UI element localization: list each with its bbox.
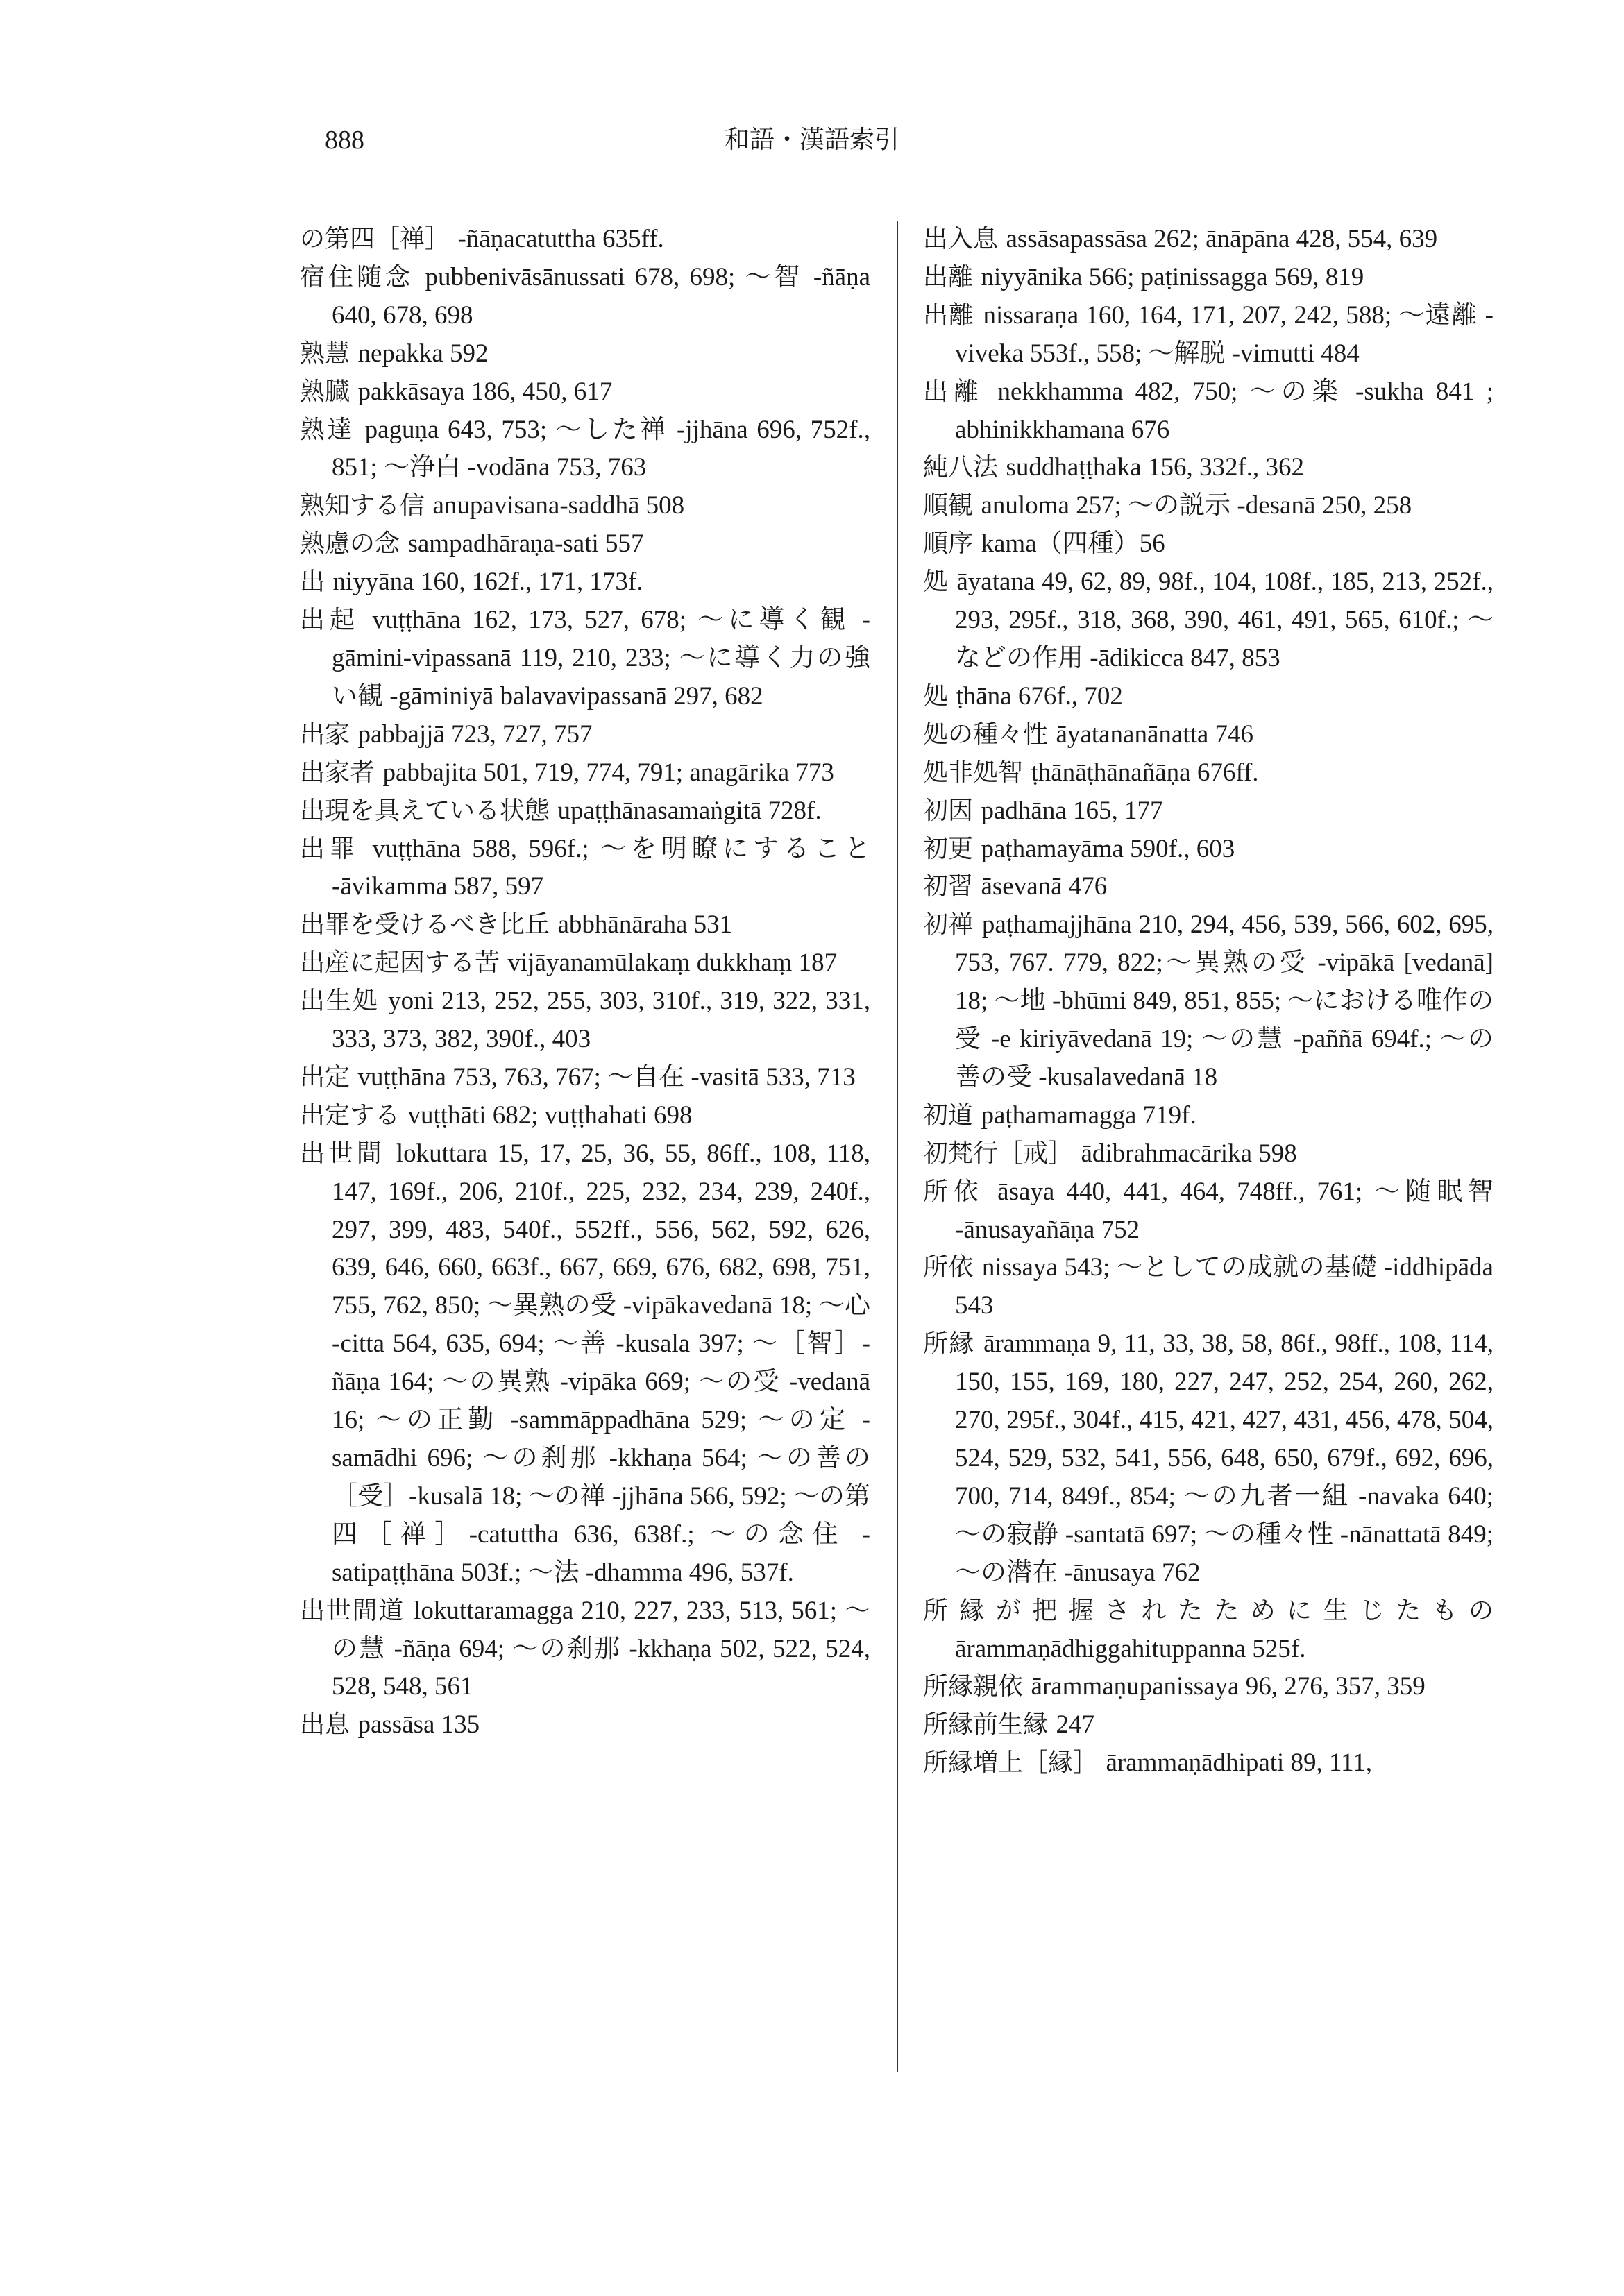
index-entry-references: nissaya 543; ～としての成就の基礎 -iddhipāda 543 [955,1253,1494,1320]
index-column-left [300,221,870,1744]
index-entry-term: 出定する [300,1100,400,1130]
index-entry [923,1173,1494,1250]
index-entry [923,1097,1494,1135]
index-entry-term: 順観 [923,491,974,520]
index-entry-term: 初梵行［戒］ [923,1139,1074,1168]
index-entry-term: 出罪 [300,834,360,863]
index-entry-references: nekkhamma 482, 750; ～の楽 -sukha 841 ; abhinikkhamana 676 [955,377,1494,444]
index-entry [300,983,870,1059]
index-entry [300,831,870,907]
index-entry-references: passāsa 135 [357,1710,480,1740]
index-entry [923,1592,1494,1669]
index-entry-term: の第四［禅］ [300,225,450,253]
index-entry-term: 熟慧 [300,339,350,368]
index-entry-term: 出息 [300,1710,350,1740]
index-entry-references: upaṭṭhānasamaṅgitā 728f. [557,796,822,825]
index-entry-term: 熟臓 [300,377,350,406]
index-entry-references: pabbajita 501, 719, 774, 791; anagārika 773 [382,758,834,787]
index-entry-term: 出生処 [300,987,379,1016]
index-entry-references: suddhaṭṭhaka 156, 332f., 362 [1006,453,1305,482]
index-entry [923,792,1494,831]
index-entry-references: vuṭṭhāna 588, 596f.; ～を明瞭にすること -āvikamma 587, 597 [332,834,870,901]
index-entry-term: 所依 [923,1177,984,1206]
index-entry [300,487,870,525]
index-entry-term: 熟慮の念 [300,529,400,559]
index-entry-references: vuṭṭhāna 162, 173, 527, 678; ～に導く観 -gāmini-vipassanā 119, 210, 233; ～に導く力の強い観 -gāminiyā balavavipassanā 297, 682 [332,606,870,711]
index-entry [923,259,1494,297]
index-entry-references: ārammaṇa 9, 11, 33, 38, 58, 86f., 98ff., 108, 114, 150, 155, 169, 180, 227, 247, 252, 254, 260, 262, 270, 295f., 304f., 415, 421, 427, 431, 456, 478, 504, 524, 529, 532, 541, 556, 648, 650, 679f., 692, 696, 700, 714, 849f., 854; ～の九者一組 -navaka 640; ～の寂静 -santatā 697; ～の種々性 -nānattatā 849; ～の潜在 -ānusaya 762 [955,1329,1494,1587]
index-entry [923,563,1494,678]
index-entry-references: āsaya 440, 441, 464, 748ff., 761; ～随眠智 -ānusayañāṇa 752 [955,1177,1494,1244]
index-entry [300,1135,870,1592]
index-entry [300,792,870,831]
index-entry-term: 所縁が把握されたために生じたもの [923,1596,1494,1625]
index-entry-references: pakkāsaya 186, 450, 617 [357,377,613,406]
index-entry-references: kama（四種）56 [981,529,1165,559]
index-entry-term: 所縁 [923,1329,975,1359]
index-entry [923,221,1494,259]
index-entry-references: paṭhamayāma 590f., 603 [981,834,1235,863]
index-entry-references: paṭhamamagga 719f. [981,1100,1196,1130]
index-entry-references: niyyānika 566; paṭinissagga 569, 819 [981,262,1364,291]
index-entry-references: ṭhānāṭhānañāṇa 676ff. [1031,758,1259,787]
index-entry-term: 所縁増上［縁］ [923,1749,1099,1778]
index-entry [923,868,1494,906]
index-entry-term: 処 [923,681,949,711]
index-entry-term: 所縁親依 [923,1672,1024,1701]
index-entry-references: anuloma 257; ～の説示 -desanā 250, 258 [981,491,1412,520]
index-entry [300,944,870,983]
index-entry-term: 出罪を受けるべき比丘 [300,910,550,939]
index-entry-term: 宿住随念 [300,262,414,291]
index-entry-term: 出入息 [923,225,999,253]
index-entry [300,1706,870,1744]
index-entry-term: 出 [300,568,325,597]
index-entry-references: nissaraṇa 160, 164, 171, 207, 242, 588; ～遠離 -viveka 553f., 558; ～解脱 -vimutti 484 [955,300,1494,368]
index-entry [923,1706,1494,1744]
index-entry [923,1325,1494,1592]
index-entry [300,906,870,944]
index-entry [923,754,1494,792]
index-entry [300,373,870,411]
index-entry-references: āsevanā 476 [981,872,1108,901]
index-entry-references: paguṇa 643, 753; ～した禅 -jjhāna 696, 752f., 851; ～浄白 -vodāna 753, 763 [332,415,870,482]
index-entry [923,1668,1494,1706]
index-entry-references: ārammaṇādhipati 89, 111, [1106,1749,1373,1778]
index-entry-term: 出起 [300,606,360,635]
index-entry [300,525,870,563]
index-entry [300,259,870,335]
index-entry-term: 初道 [923,1100,974,1130]
index-entry-references: lokuttaramagga 210, 227, 233, 513, 561; ～の慧 -ñāṇa 694; ～の刹那 -kkhaṇa 502, 522, 524, 528, 548, 561 [332,1596,870,1701]
index-entry [300,1097,870,1135]
index-entry-term: 所縁前生縁 [923,1710,1049,1740]
index-entry-references: vuṭṭhāti 682; vuṭṭhahati 698 [407,1100,693,1130]
index-entry-term: 出家 [300,720,350,749]
index-entry-term: 出産に起因する苦 [300,949,500,978]
index-entry-term: 熟達 [300,415,355,444]
index-entry [923,487,1494,525]
index-entry-references: vijāyanamūlakaṃ dukkhaṃ 187 [507,949,838,978]
index-entry [300,335,870,373]
index-entry-references: sampadhāraṇa-sati 557 [407,529,644,559]
index-entry-term: 出世間 [300,1139,385,1168]
index-entry-references: lokuttara 15, 17, 25, 36, 55, 86ff., 108, 118, 147, 169f., 206, 210f., 225, 232, 234, 239, 240f., 297, 399, 483, 540f., 552ff., 556, 562, 592, 626, 639, 646, 660, 663f., 667, 669, 676, 682, 698, 751, 755, 762, 850; ～異熟の受 -vipākavedanā 18; ～心 -citta 564, 635, 694; ～善 -kusala 397; ～［智］-ñāṇa 164; ～の異熟 -vipāka 669; ～の受 -vedanā 16; ～の正勤 -sammāppadhāna 529; ～の定 -samādhi 696; ～の刹那 -kkhaṇa 564; ～の善の［受］-kusalā 18; ～の禅 -jjhāna 566, 592; ～の第四［禅］-catuttha 636, 638f.; ～の念住 -satipaṭṭhāna 503f.; ～法 -dhamma 496, 537f. [332,1139,870,1587]
index-entry [300,1592,870,1707]
index-entry-references: āyatananānatta 746 [1056,720,1254,749]
index-entry-references: abbhānāraha 531 [557,910,733,939]
index-entry-term: 処の種々性 [923,720,1049,749]
index-entry-references: ārammaṇupanissaya 96, 276, 357, 359 [1031,1672,1426,1701]
index-entry-references: ṭhāna 676f., 702 [956,681,1123,711]
index-entry-references: 247 [1056,1710,1094,1740]
index-entry [923,1249,1494,1325]
index-entry-references: pabbajjā 723, 727, 757 [357,720,593,749]
index-entry-term: 出家者 [300,758,375,787]
index-entry [923,678,1494,716]
index-entry-references: niyyāna 160, 162f., 171, 173f. [332,568,643,597]
index-entry-term: 出離 [923,262,974,291]
index-entry-term: 出定 [300,1062,350,1091]
index-entry [923,906,1494,1097]
index-entry-term: 出現を具えている状態 [300,796,550,825]
index-entry-term: 所依 [923,1253,974,1282]
index-entry-references: assāsapassāsa 262; ānāpāna 428, 554, 639 [1006,225,1438,253]
index-entry-term: 初禅 [923,910,974,939]
index-entry-references: nepakka 592 [357,339,489,368]
index-entry-term: 処非処智 [923,758,1024,787]
index-entry-term: 熟知する信 [300,491,425,520]
index-entry [300,754,870,792]
running-head: 和語・漢語索引 [724,126,899,154]
index-entry-references: āyatana 49, 62, 89, 98f., 104, 108f., 185, 213, 252f., 293, 295f., 318, 368, 390, 461, 491, 565, 610f.; ～などの作用 -ādikicca 847, 853 [955,568,1494,672]
index-entry-term: 出離 [923,300,975,330]
index-entry-term: 順序 [923,529,974,559]
index-entry [300,1059,870,1097]
index-entry-term: 初更 [923,834,974,863]
index-entry [923,297,1494,373]
index-entry-term: 出離 [923,377,985,406]
index-entry-references: padhāna 165, 177 [981,796,1163,825]
index-entry [923,525,1494,563]
column-divider [897,221,898,2072]
index-entry [300,602,870,716]
index-entry [300,563,870,602]
index-entry-references: ārammaṇādhiggahituppanna 525f. [955,1634,1306,1663]
index-entry-references: anupavisana-saddhā 508 [432,491,685,520]
index-entry [923,373,1494,450]
index-entry-references: -ñāṇacatuttha 635ff. [457,225,664,253]
index-entry-term: 初習 [923,872,974,901]
index-entry [923,1135,1494,1173]
index-entry-references: paṭhamajjhāna 210, 294, 456, 539, 566, 602, 695, 753, 767. 779, 822;～異熟の受 -vipākā [vedanā] 18; ～地 -bhūmi 849, 851, 855; ～における唯作の受 -e kiriyāvedanā 19; ～の慧 -paññā 694f.; ～の善の受 -kusalavedanā 18 [955,910,1494,1091]
index-entry-term: 出世間道 [300,1596,405,1625]
index-column-right [923,221,1494,1783]
page-number: 888 [325,126,364,155]
index-entry-term: 処 [923,568,949,597]
index-entry [923,1744,1494,1783]
index-entry-references: yoni 213, 252, 255, 303, 310f., 319, 322, 331, 333, 373, 382, 390f., 403 [332,987,870,1054]
index-entry [923,449,1494,487]
index-entry [300,221,870,259]
index-entry [923,831,1494,869]
index-entry [923,716,1494,754]
index-entry-references: pubbenivāsānussati 678, 698; ～智 -ñāṇa 640, 678, 698 [332,262,870,330]
index-entry-term: 初因 [923,796,974,825]
index-entry [300,716,870,754]
index-entry-references: ādibrahmacārika 598 [1081,1139,1297,1168]
index-entry-term: 純八法 [923,453,999,482]
index-entry-references: vuṭṭhāna 753, 763, 767; ～自在 -vasitā 533, 713 [357,1062,856,1091]
index-entry [300,411,870,488]
